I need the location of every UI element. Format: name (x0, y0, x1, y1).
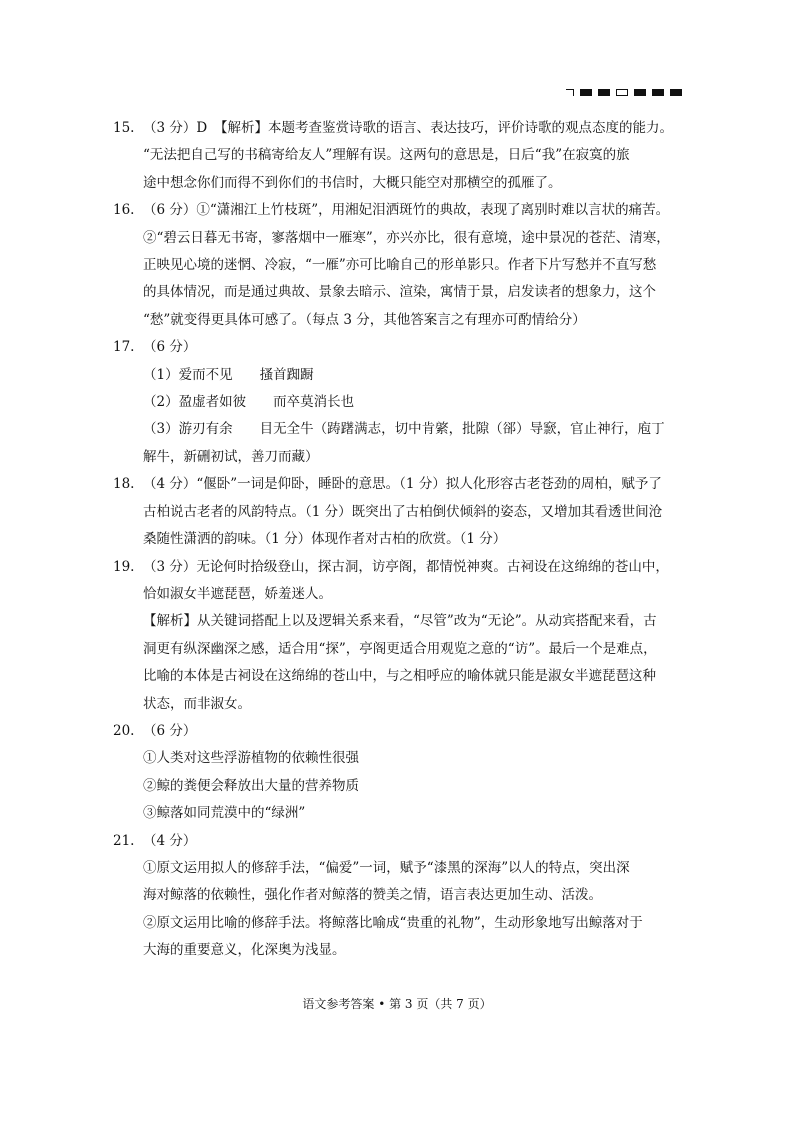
question-number: 17. (113, 339, 135, 356)
header-mark (566, 89, 574, 96)
answer-line: ②鲸的粪便会释放出大量的营养物质 (143, 777, 359, 794)
question-number: 15. (113, 120, 135, 136)
answer-line: （6 分） (143, 722, 197, 739)
question-number: 16. (113, 202, 135, 219)
question-number: 21. (113, 832, 135, 849)
header-mark (616, 89, 628, 96)
answer-line: 大海的重要意义，化深奥为浅显。 (143, 942, 346, 959)
answer-line: （6 分） (143, 339, 197, 356)
header-mark (598, 89, 610, 96)
answer-line: 正映见心境的迷惘、冷寂，“一雁”亦可比喻自己的形单影只。作者下片写愁并不直写愁 (143, 257, 657, 274)
header-mark (634, 89, 646, 96)
question-17 (113, 334, 685, 471)
answer-line: 比喻的本体是古祠设在这绵绵的苍山中，与之相呼应的喻体就只能是淑女半遮琵琶这种 (143, 668, 656, 685)
answer-line: 【解析】从关键词搭配上以及逻辑关系来看，“尽管”改为“无论”。从动宾搭配来看，古 (143, 613, 657, 630)
answer-line: “无法把自己写的书稿寄给友人”理解有误。这两句的意思是，日后“我”在寂寞的旅 (143, 147, 630, 164)
header-mark (580, 89, 592, 96)
answer-line: ②“碧云日暮无书寄，寥落烟中一雁寒”，亦兴亦比，很有意境，途中景况的苍茫、清寒， (143, 229, 670, 246)
question-number: 19. (113, 558, 135, 575)
answer-line: “愁”就变得更具体可感了。（每点 3 分，其他答案言之有理亦可酌情给分） (143, 311, 586, 328)
question-number: 18. (113, 476, 135, 493)
answer-line: 途中想念你们而得不到你们的书信时，大概只能空对那横空的孤雁了。 (143, 174, 562, 191)
answer-line: ①人类对这些浮游植物的依赖性很强 (143, 750, 359, 767)
answer-line: 解牛，新硎初试，善刀而藏） (143, 448, 319, 465)
answer-line: ①原文运用拟人的修辞手法，“偏爱”一词，赋予“漆黑的深海”以人的特点，突出深 (143, 859, 630, 876)
answer-line: （3 分）无论何时拾级登山，探古洞，访亭阁，都情悦神爽。古祠设在这绵绵的苍山中， (143, 558, 669, 575)
answer-line: （6 分）①“潇湘江上竹枝斑”，用湘妃泪洒斑竹的典故，表现了离别时难以言状的痛苦。 (143, 202, 670, 219)
answer-line: （1）爱而不见 搔首踟蹰 (143, 366, 314, 383)
answer-line: （3）游刃有余 目无全牛（踌躇满志，切中肯綮，批隙（郤）导窾，官止神行，庖丁 (143, 421, 665, 438)
answer-line: （4 分） (143, 832, 197, 849)
question-15 (113, 115, 685, 197)
answer-line: 海对鲸落的依赖性，强化作者对鲸落的赞美之情，语言表达更加生动、活泼。 (143, 887, 602, 904)
answer-line: ③鲸落如同荒漠中的“绿洲” (143, 805, 306, 822)
answer-line: 恰如淑女半遮琵琶，娇羞迷人。 (143, 585, 332, 602)
answer-line: 洞更有纵深幽深之感，适合用“探”，亭阁更适合用观览之意的“访”。最后一个是难点， (143, 640, 657, 657)
answer-line: 状态，而非淑女。 (143, 695, 251, 712)
answer-line: （4 分）“偃卧”一词是仰卧，睡卧的意思。（1 分）拟人化形容古老苍劲的周柏，赋予了 (143, 476, 662, 493)
answer-line: （2）盈虚者如彼 而卒莫消长也 (143, 394, 355, 411)
answer-line: ②原文运用比喻的修辞手法。将鲸落比喻成“贵重的礼物”，生动形象地写出鲸落对于 (143, 914, 643, 931)
question-18 (113, 471, 685, 553)
question-number: 20. (113, 722, 135, 739)
answer-line: 古柏说古老者的风韵特点。（1 分）既突出了古柏倒伏倾斜的姿态，又增加其看透世间沧 (143, 503, 663, 520)
answer-content (113, 115, 685, 965)
page-footer: 语文参考答案 • 第 3 页（共 7 页） (302, 997, 492, 1011)
answer-line: 桑随性潇洒的韵味。（1 分）体现作者对古柏的欣赏。（1 分） (143, 531, 507, 548)
answer-line: （3 分）D 【解析】本题考查鉴赏诗歌的语言、表达技巧，评价诗歌的观点态度的能力。 (143, 120, 673, 136)
question-16 (113, 197, 685, 334)
header-mark (652, 89, 664, 96)
answer-line: 的具体情况，而是通过典故、景象去暗示、渲染，寓情于景，启发读者的想象力，这个 (143, 284, 656, 301)
header-marks (566, 89, 682, 96)
question-20 (113, 718, 685, 828)
question-21 (113, 828, 685, 965)
header-mark (670, 89, 682, 96)
question-19 (113, 554, 685, 718)
